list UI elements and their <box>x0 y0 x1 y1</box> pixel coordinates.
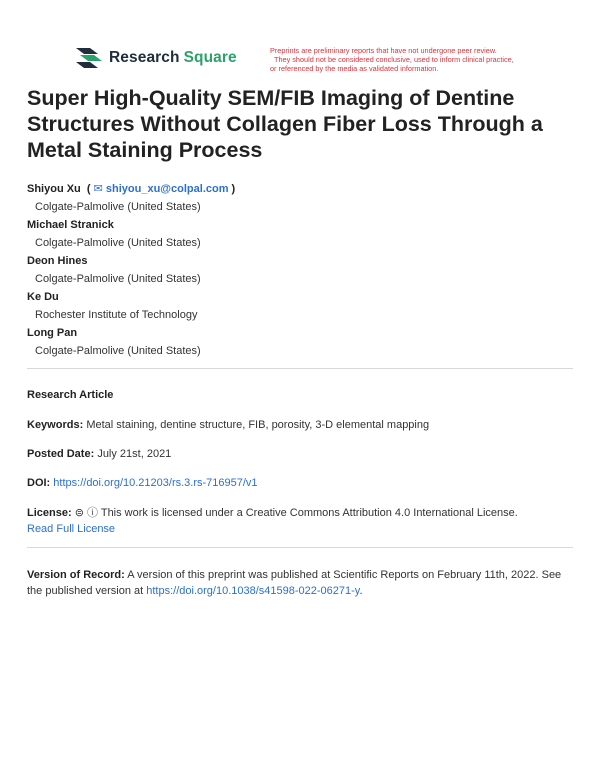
license-text: This work is licensed under a Creative Commons Attribution 4.0 International License. <box>100 507 518 519</box>
article-type <box>27 387 573 403</box>
version-of-record: Version of Record: A version of this preprint was published at Scientific Reports on February 11th, 2022. See the published version at https://doi.org/10.1038/s41598-022-06271-y. <box>27 569 562 597</box>
version-of-record-label: Version of Record: <box>27 569 125 581</box>
doi <box>27 475 573 491</box>
brand-square: Square <box>183 49 237 66</box>
paper-title: Super High-Quality SEM/FIB Imaging of Dentine Structures Without Collagen Fiber Loss Through a Metal Staining Process <box>27 86 543 162</box>
attribution-icon: ⓘ <box>86 507 98 519</box>
license <box>27 505 573 537</box>
keywords <box>27 417 573 433</box>
keywords-value: Metal staining, dentine structure, FIB, porosity, 3-D elemental mapping <box>86 419 430 431</box>
research-square-logo-icon <box>76 48 102 68</box>
article-type-label: Research Article <box>27 389 114 401</box>
author-name: Long Pan <box>27 327 78 339</box>
author-name: Ke Du <box>27 291 59 303</box>
read-full-license-link[interactable]: Read Full License <box>27 523 116 535</box>
author-list <box>27 180 235 360</box>
creative-commons-icon: ⊜ <box>74 507 84 519</box>
license-label: License: <box>27 507 72 519</box>
preprint-disclaimer <box>270 46 590 73</box>
keywords-label: Keywords: <box>27 419 84 431</box>
author-name: Michael Stranick <box>27 219 114 231</box>
doi-link[interactable]: https://doi.org/10.21203/rs.3.rs-716957/v1 <box>53 477 258 489</box>
envelope-icon: ✉ <box>93 183 103 195</box>
posted-date <box>27 446 573 462</box>
doi-label: DOI: <box>27 477 51 489</box>
brand-research: Research <box>109 49 180 66</box>
divider <box>27 547 573 548</box>
research-square-logo <box>76 48 237 68</box>
author-affiliation: Colgate-Palmolive (United States) <box>35 201 201 213</box>
author-affiliation: Rochester Institute of Technology <box>35 309 198 321</box>
disclaimer-line: Preprints are preliminary reports that have not undergone peer review. <box>270 46 497 55</box>
author-email-link[interactable]: shiyou_xu@colpal.com <box>105 183 229 195</box>
divider <box>27 368 573 369</box>
posted-date-label: Posted Date: <box>27 448 95 460</box>
disclaimer-line: They should not be considered conclusive, used to inform clinical practice, <box>274 55 514 64</box>
author: Shiyou Xu ( ✉ shiyou_xu@colpal.com ) <box>27 183 236 195</box>
disclaimer-line: or referenced by the media as validated information. <box>270 64 439 73</box>
author-affiliation: Colgate-Palmolive (United States) <box>35 273 201 285</box>
version-of-record-text: A version of this preprint was published at Scientific Reports on February 11th, 2022. See the published version at <box>27 569 562 597</box>
posted-date-value: July 21st, 2021 <box>97 448 172 460</box>
author-name: Shiyou Xu <box>27 183 81 195</box>
published-version-link[interactable]: https://doi.org/10.1038/s41598-022-06271-y <box>146 585 360 597</box>
author-name: Deon Hines <box>27 255 88 267</box>
author-affiliation: Colgate-Palmolive (United States) <box>35 345 201 357</box>
author-affiliation: Colgate-Palmolive (United States) <box>35 237 201 249</box>
